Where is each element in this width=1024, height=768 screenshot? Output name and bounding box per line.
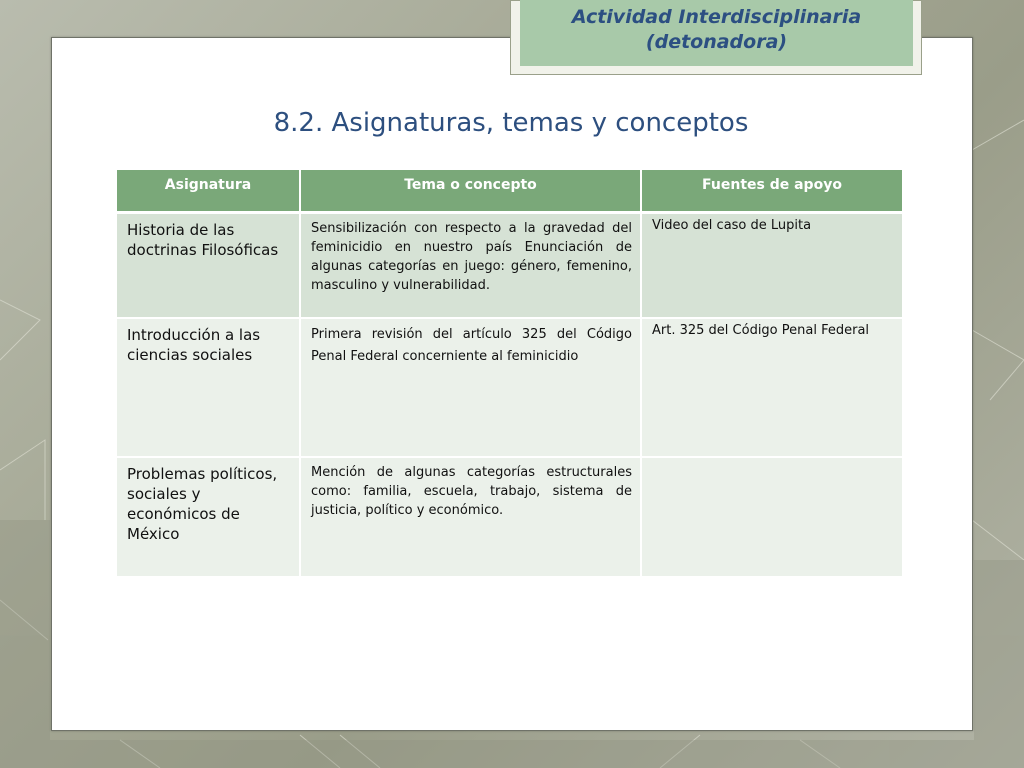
header-asignatura: Asignatura [117,170,301,214]
cell-fuentes: Art. 325 del Código Penal Federal [642,319,902,458]
table-header-row [117,170,902,214]
banner-title-line2: (detonadora) [645,31,788,53]
cell-tema: Primera revisión del artículo 325 del Código Penal Federal concerniente al feminicidio [301,319,642,458]
cell-asignatura: Problemas políticos, sociales y económicos de México [117,458,301,578]
header-fuentes: Fuentes de apoyo [642,170,902,214]
header-tema: Tema o concepto [301,170,642,214]
subjects-table [117,170,902,578]
table-row [117,458,902,578]
table-row [117,214,902,319]
table-row [117,319,902,458]
cell-asignatura: Historia de las doctrinas Filosóficas [117,214,301,319]
cell-asignatura: Introducción a las ciencias sociales [117,319,301,458]
cell-fuentes [642,458,902,578]
slide-title: 8.2. Asignaturas, temas y conceptos [273,108,749,138]
activity-banner [520,0,913,66]
cell-tema: Mención de algunas categorías estructurales como: familia, escuela, trabajo, sistema de justicia, político y económico. [301,458,642,578]
banner-title-line1: Actividad Interdisciplinaria [571,6,862,28]
cell-tema: Sensibilización con respecto a la gravedad del feminicidio en nuestro país Enunciación de algunas categorías en juego: género, femenino, masculino y vulnerabilidad. [301,214,642,319]
cell-fuentes: Video del caso de Lupita [642,214,902,319]
